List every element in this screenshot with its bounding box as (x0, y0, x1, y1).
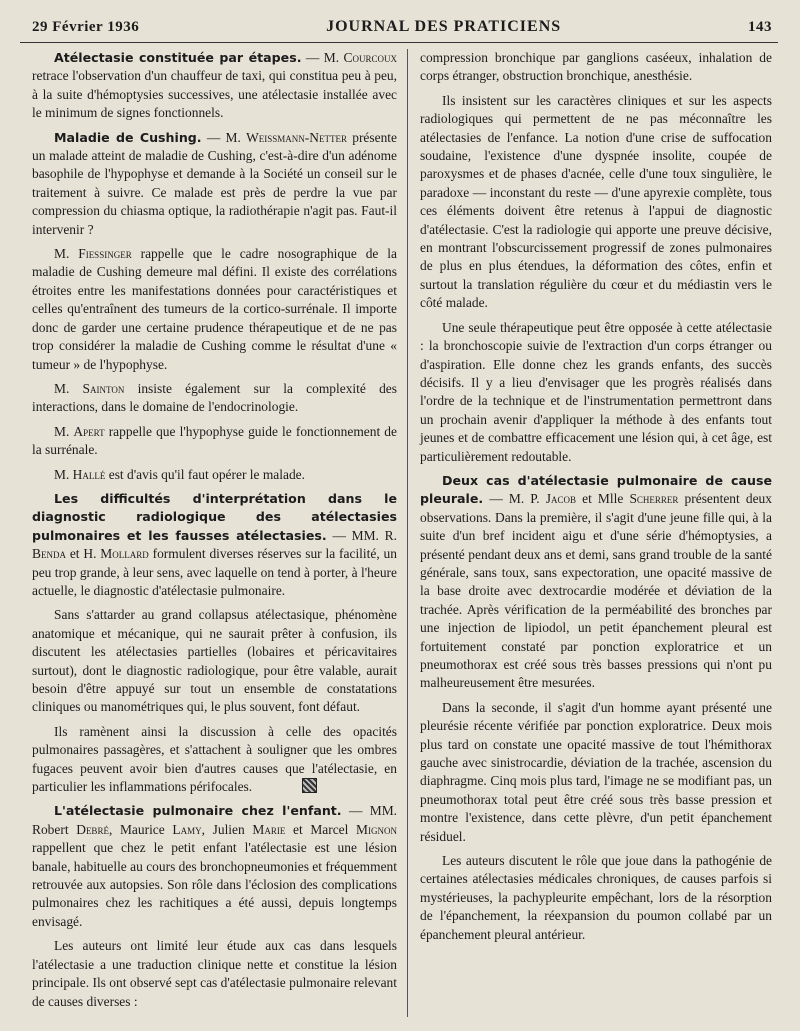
paragraph: Sans s'attarder au grand collapsus atélectasique, phénomène anatomique et mécanique, qui ne saurait prêter à confusion, ils discutent les atélectasies partielles (lobaires et péricavitaires surtout), dont le diagnostic radiologique, pour être valable, aurait besoin d'être appuyé sur tout un ensemble de constatations cliniques ou manométriques qui, le plus souvent, font défaut. (32, 607, 397, 715)
author-name: Apert (73, 423, 105, 439)
author-name: Debré (76, 821, 109, 837)
paragraph (32, 423, 397, 460)
paragraph (32, 802, 397, 931)
author-name: Scherrer (629, 491, 679, 507)
author-name: Courcoux (343, 50, 397, 65)
text: rappelle que l'hypophyse guide le fonctionnement de la surrénale. (32, 423, 397, 458)
text: — MM. R. (326, 527, 397, 543)
author-name: Mollard (100, 546, 149, 562)
section-heading: Deux cas d'atélectasie pulmonaire de cause pleurale. (420, 472, 772, 507)
paragraph (32, 380, 397, 417)
text: , Maurice (108, 821, 173, 837)
author-name: Marie (252, 821, 286, 837)
paragraph: Dans la seconde, il s'agit d'un homme ayant présenté une pleurésie récente vérifiée par ponction exploratrice. Deux mois plus tard on constate une opacité massive de tout l'hémithorax gauche avec sinistrocardie, déviation de la trachée, ascension du diaphragme. Cinq mois plus tard, l'image ne se modifiant pas, un pneumothorax total peut être créé sous très basse pression et montre l'existence, dans cette plèvre, d'un petit épanchement résiduel. (420, 699, 772, 844)
page-number: 143 (748, 19, 772, 35)
text: — MM. Robert (32, 803, 398, 837)
journal-title: JOURNAL DES PRATICIENS (326, 18, 562, 35)
text: — M. (201, 129, 247, 145)
paragraph (32, 466, 397, 484)
text: Ils ramènent ainsi la discussion à celle des opacités pulmonaires passagères, et s'attachent à souligner que les ombres fugaces peuvent avoir bien d'autres causes que l'atélectasie, en particulier les inflammations périfocales. (32, 723, 397, 795)
paragraph: Les auteurs ont limité leur étude aux cas dans lesquels l'atélectasie a une traduction clinique nette et constitue la lésion principale. Ils ont observé sept cas d'atélectasie pulmonaire relevant de causes diverses : (32, 938, 397, 1009)
text: — M. P. (483, 491, 546, 507)
author-name: Benda (32, 546, 66, 562)
text: et H. (65, 546, 101, 562)
text: rappellent que chez le petit enfant l'atélectasie est une lésion banale, habituelle au cours des bronchopneumonies et fréquemment retrouvée aux autopsies. Son rôle dans l'éclosion des complications pulmonaires chez les rachitiques a été aussi, depuis longtemps envisagé. (32, 840, 397, 929)
text: présentent deux observations. Dans la première, il s'agit d'une jeune fille qui, à la suite d'un bref incident aigu et d'une série d'hémoptysies, a présenté pendant deux ans et demi, sans grand trouble de la santé générale, sans toux, sans expectoration, une opacité massive de la base droite avec dextrocardie modérée et déviation de la trachée. Après vérification de la perméabilité des bronches par une injection de lipiodol, un petit épanchement pleural est fortuitement constaté par ponction exploratrice et un pneumothorax est créé sous très basses pressions qui n'ont pu malheureusement être mesurées. (420, 491, 772, 691)
text: M. (54, 466, 73, 482)
text: — M. (301, 50, 344, 65)
paragraph (420, 472, 772, 693)
section-heading: Maladie de Cushing. (54, 129, 202, 145)
paragraph (32, 129, 397, 239)
author-name: Hallé (72, 466, 106, 482)
paragraph (32, 723, 397, 797)
text: M. (54, 423, 74, 439)
author-name: Sainton (82, 380, 125, 396)
paragraph (32, 490, 397, 600)
author-name: Fiessinger (78, 246, 132, 262)
author-name: Lamy (172, 821, 202, 837)
text: , Julien (201, 821, 253, 837)
ornament-icon (302, 778, 317, 793)
issue-date: 29 Février 1936 (32, 19, 140, 35)
text: et Marcel (285, 821, 357, 837)
paragraph (32, 245, 397, 374)
left-column (20, 49, 408, 1017)
paragraph: Une seule thérapeutique peut être opposée à cette atélectasie : la bronchoscopie suivie de l'extraction d'un corps étranger ou d'aspiration. Elle donne chez les grands enfants, des succès décisifs. Il y a lieu d'envisager que les progrès réalisés dans l'ordre de la technique et de l'instrumentation permettront dans un prochain avenir d'appliquer la méthode à des enfants tout jeunes et de combattre efficacement une lésion qui, à cet âge, est particulièrement redoutable. (420, 319, 772, 464)
paragraph: compression bronchique par ganglions caséeux, inhalation de corps étranger, obstruction bronchique, anesthésie. (420, 50, 772, 84)
paragraph: Ils insistent sur les caractères cliniques et sur les aspects radiologiques qui permettent de ne pas méconnaître les atélectasies de l'enfance. La notion d'une crise de suffocation soudaine, l'existence d'une dyspnée insolite, coupée de paroxysmes et de phases d'acnée, celle d'une toux singulière, le paradoxe — inconstant du reste — d'une apyrexie complète, tous ces éléments doivent être retenus à l'appui de diagnostic d'atélectasie. C'est la radiologie qui apporte une preuve décisive, en montrant l'obscurcissement progressif de zones pulmonaires de plus en plus étendues, la déformation des côtes, enfin et surtout la translation régulière du cœur et du médiastin vers le côté malade. (420, 92, 772, 311)
text: retrace l'observation d'un chauffeur de taxi, qui constitua peu à peu, à la suite d'hémoptysies successives, une atélectasie installée avec le minimum de signes fonctionnels. (32, 68, 397, 121)
text: insiste également sur la complexité des interactions, dans le domaine de l'endocrinologie. (32, 380, 398, 415)
paragraph (32, 49, 397, 123)
text: M. (54, 380, 83, 396)
paragraph: Les auteurs discutent le rôle que joue dans la pathogénie de certaines atélectasies médicales chroniques, de causes parfois si mystérieuses, la pachypleurite empêchant, lors de la résorption de l'épanchement, la réexpansion du poumon collabé par un épanchement pleural antérieur. (420, 853, 772, 942)
section-heading: L'atélectasie pulmonaire chez l'enfant. (54, 803, 342, 819)
article-columns (20, 49, 778, 1017)
author-name: Mignon (356, 821, 397, 837)
text: est d'avis qu'il faut opérer le malade. (105, 466, 305, 482)
section-heading: Atélectasie constituée par étapes. (54, 50, 302, 65)
text: présente un malade atteint de maladie de Cushing, c'est-à-dire d'un adénome basophile de l'hypophyse et demande à la Société un conseil sur le traitement à suivre. Ce malade est près de perdre la vue par compression du chiasma optique, la radiothérapie n'agit pas. Faut-il intervenir ? (32, 129, 398, 237)
section-heading: Les difficultés d'interprétation dans le diagnostic radiologique des atélectasies pulmonaires et les fausses atélectasies. (32, 490, 397, 543)
page-header (20, 14, 778, 43)
right-column (408, 49, 778, 1017)
author-name: Weissmann-Netter (246, 129, 347, 145)
text: M. (54, 246, 79, 262)
text: et Mlle (576, 491, 630, 507)
text: rappelle que le cadre nosographique de la maladie de Cushing demeure mal défini. Il existe des corrélations étroites entre les manifestations données pour caractéristiques et celles qu'entraînent des tumeurs de la cortico-surrénale. Il importe donc de garder une certaine prudence thérapeutique et de ne pas trop considérer la maladie de Cushing comme le résultat d'une « tumeur » de l'hypophyse. (32, 246, 397, 372)
text: formulent diverses réserves sur la facilité, un peu trop grande, à leur sens, avec laquelle on tend à porter, à l'heure actuelle, le diagnostic d'atélectasie pulmonaire. (32, 546, 397, 598)
author-name: Jacob (545, 491, 576, 507)
